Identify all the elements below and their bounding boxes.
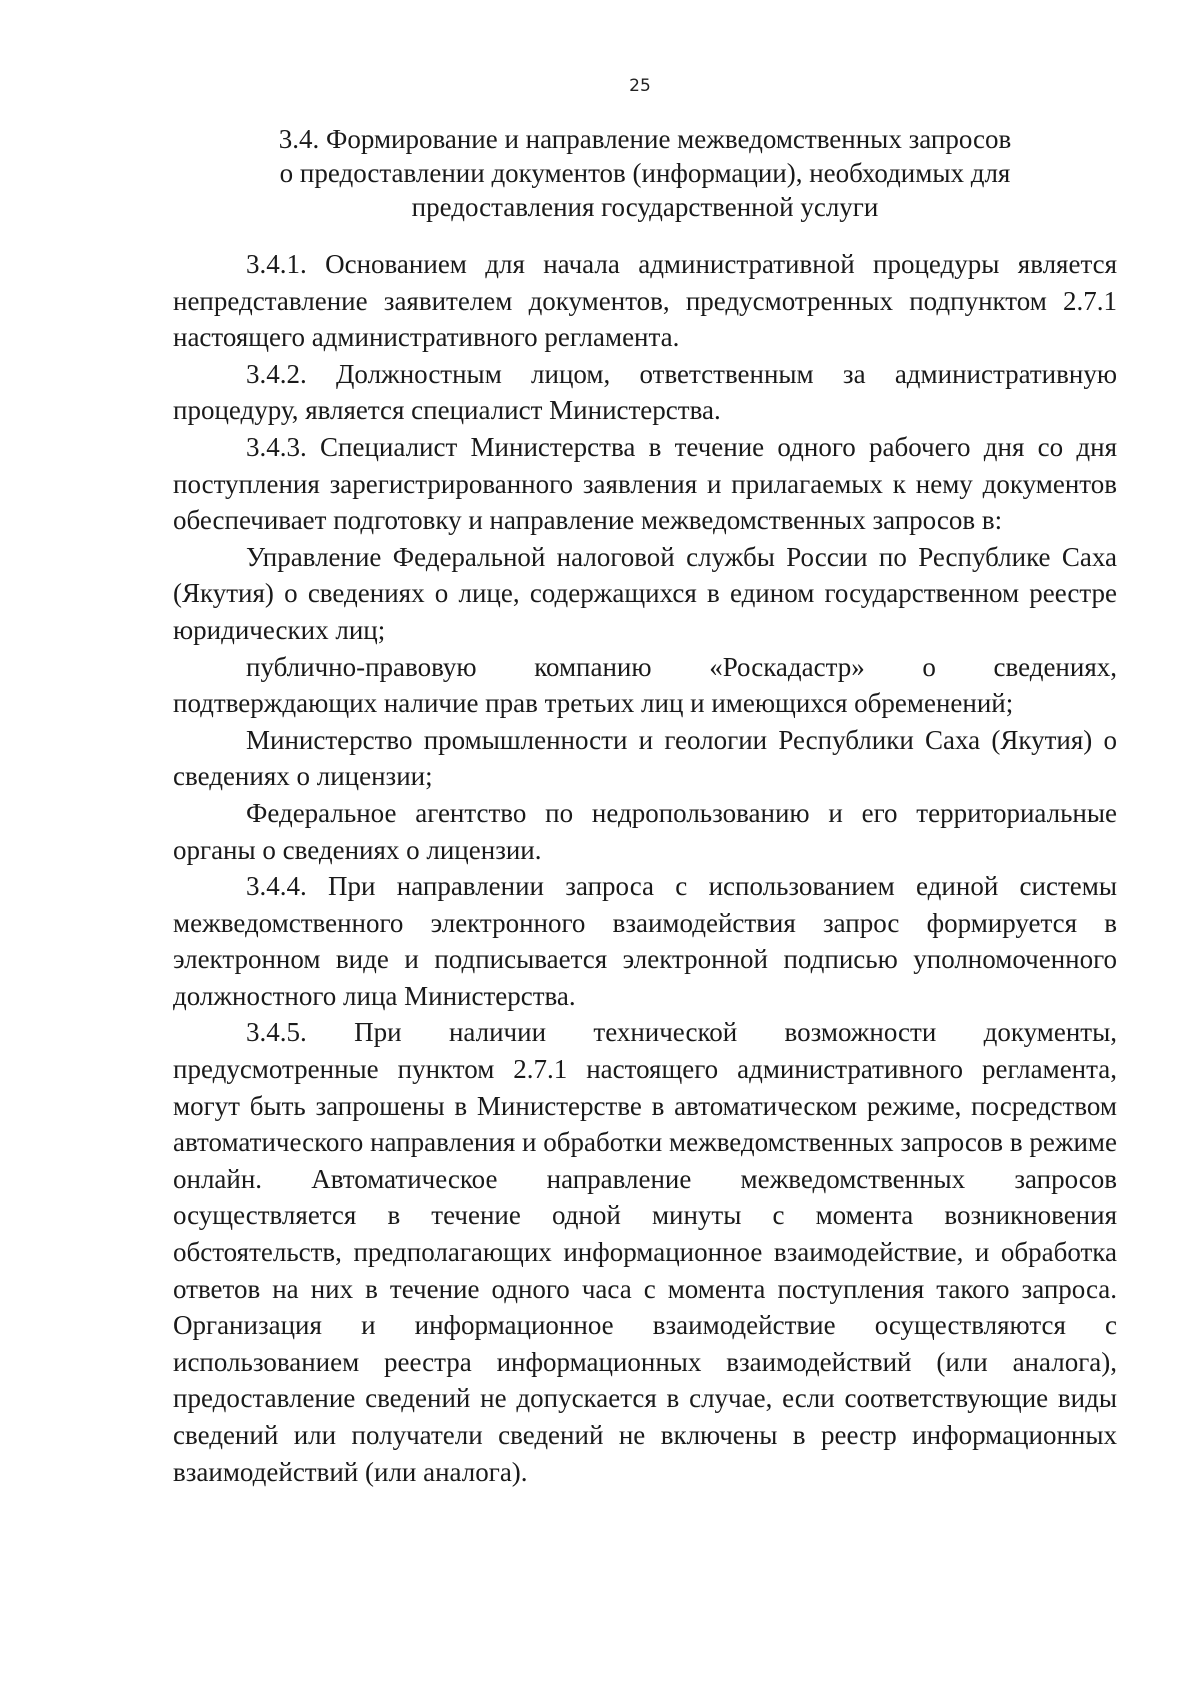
paragraph-3-4-5: 3.4.5. При наличии технической возможности документы, предусмотренные пунктом 2.7.1 настоящего административного регламента, могут быть запрошены в Министерстве в автоматическом режиме, посредством автоматического направления и обработки межведомственных запросов в режиме онлайн. Автоматическое направление межведомственных запросов осуществляется в течение одной минуты с момента возникновения обстоятельств, предполагающих информационное взаимодействие, и обработка ответов на них в течение одного часа с момента поступления такого запроса. Организация и информационное взаимодействие осуществляются с использованием реестра информационных взаимодействий (или аналога), предоставление сведений не допускается в случае, если соответствующие виды сведений или получатели сведений не включены в реестр информационных взаимодействий (или аналога). xyxy=(173,1017,1117,1487)
paragraph-list-item-tax-service: Управление Федеральной налоговой службы России по Республике Саха (Якутия) о сведениях о лице, содержащихся в едином государственном реестре юридических лиц; xyxy=(173,541,1117,645)
section-title-line: 3.4. Формирование и направление межведомственных запросов xyxy=(278,124,1012,154)
paragraph-3-4-2: 3.4.2. Должностным лицом, ответственным за административную процедуру, является специалист Министерства. xyxy=(173,358,1117,426)
section-title-line: о предоставлении документов (информации), необходимых для xyxy=(279,158,1011,188)
section-title xyxy=(170,122,1120,224)
body-text xyxy=(173,246,1117,1490)
paragraph-3-4-1: 3.4.1. Основанием для начала административной процедуры является непредставление заявителем документов, предусмотренных подпунктом 2.7.1 настоящего административного регламента. xyxy=(173,249,1117,353)
paragraph-list-item-roskadastr: публично-правовую компанию «Роскадастр» о сведениях, подтверждающих наличие прав третьих лиц и имеющихся обременений; xyxy=(173,651,1117,719)
paragraph-3-4-4: 3.4.4. При направлении запроса с использованием единой системы межведомственного электронного взаимодействия запрос формируется в электронном виде и подписывается электронной подписью уполномоченного должностного лица Министерства. xyxy=(173,871,1117,1011)
section-title-line: предоставления государственной услуги xyxy=(411,192,879,222)
page-number: 25 xyxy=(629,76,651,96)
paragraph-list-item-federal-agency: Федеральное агентство по недропользованию и его территориальные органы о сведениях о лицензии. xyxy=(173,797,1117,865)
paragraph-3-4-3: 3.4.3. Специалист Министерства в течение одного рабочего дня со дня поступления зарегистрированного заявления и прилагаемых к нему документов обеспечивает подготовку и направление межведомственных запросов в: xyxy=(173,431,1117,536)
paragraph-list-item-ministry-industry: Министерство промышленности и геологии Республики Саха (Якутия) о сведениях о лицензии; xyxy=(173,724,1117,792)
